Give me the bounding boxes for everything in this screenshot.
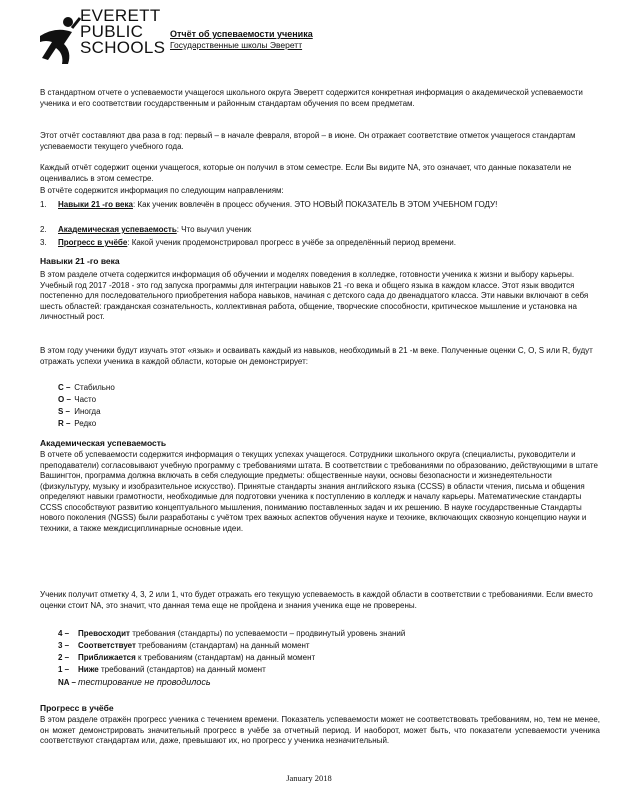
list-item: 2. Академическая успеваемость: Что выучил ученик [40, 225, 252, 234]
logo-line-2: PUBLIC [80, 22, 144, 41]
progress-paragraph: В этом разделе отражён прогресс ученика с течением времени. Показатель успеваемости может не соответствовать требованиям, но, тем не менее, он может демонстрировать значительный прогресс в учёбе за отчетный период. И наоборот, может быть, что показатели успеваемости ученика соответствуют стандартам или, даже, превышают их, но прогресс у ученика незначительный. [40, 715, 600, 745]
logo-line-3: SCHOOLS [80, 38, 166, 57]
progress-heading: Прогресс в учёбе [40, 703, 114, 713]
academic-heading: Академическая успеваемость [40, 438, 167, 448]
report-subtitle: Государственные школы Эверетт [170, 40, 303, 50]
skills-paragraph-1: В этом разделе отчета содержится информация об обучении и моделях поведения в колледже, готовности ученика к жизни и выбору карьеры. Учебный год 2017 -2018 - это год запуска программы для интеграции навыков 21 -го века и общего языка в каждом классе. Этот язык вводится постепенно для последовательного приобретения набора навыков, начиная с детского сада до двенадцатого класса. Эти навыки включают в себя шесть областей: гражданская сознательность, коллективная работа, общение, творческие способности, критическое мышление и установка на личностный рост. [40, 270, 589, 321]
academic-paragraph-1: В отчете об успеваемости содержится информация о текущих успехах учащегося. Сотрудники школьного округа (специалисты, руководители и преподаватели) согласовывают учебную программу с требованиями штата. В соответствии с требованиями по образованию, действующими в штате Вашингтон, программа должна включать в себя следующие предметы: общественные науки, основы безопасности и жизнедеятельности (физкультуру, музыку и изобразительное искусство). Принятые стандарты знания английского языка (CCSS) в области чтения, письма и общения определяют навыки грамотности, необходимые для подготовки ученика к поступлению в колледж и началу карьеры. Математические стандарты CCSS способствуют развитию концептуального мышления, пониманию поставленных задач и их решению. В науке государственные Стандарты нового поколения (NGSS) были разработаны с учётом трех важных аспектов обучения науке и технике, включающих сквозную концепцию науки и техники, а также междисциплинарные основные идеи. [40, 450, 598, 533]
level-key: 1 – Ниже требований (стандартов) на данный момент [58, 665, 266, 674]
list-item-label: Навыки 21 -го века [58, 200, 133, 209]
skills-heading: Навыки 21 -го века [40, 256, 120, 266]
list-item-label: Академическая успеваемость [58, 225, 177, 234]
district-logo [38, 8, 168, 74]
level-key: 4 – Превосходит требования (стандарты) по успеваемости – продвинутый уровень знаний [58, 629, 406, 638]
level-key-na: NA – тестирование не проводилось [58, 677, 211, 687]
skills-paragraph-2: В этом году ученики будут изучать этот «язык» и осваивать каждый из навыков, необходимый в 21 -м веке. Полученные оценки C, O, S или R, будут отражать успехи ученика в каждой области, которые он демонстрирует: [40, 346, 593, 366]
intro-paragraph-1: В стандартном отчете о успеваемости учащегося школьного округа Эверетт содержится конкретная информация о академической успеваемости ученика и его соответствии государственным и районным стандартам обучения по всем предметам. [40, 88, 583, 108]
logo-line-1: EVERETT [80, 6, 161, 25]
grade-key: C – Стабильно [58, 383, 115, 392]
list-item: 3. Прогресс в учёбе: Какой ученик продемонстрировал прогресс в учёбе за определённый период времени. [40, 238, 456, 247]
list-item-label: Прогресс в учёбе [58, 238, 128, 247]
academic-paragraph-2: Ученик получит отметку 4, 3, 2 или 1, что будет отражать его текущую успеваемость в каждой области в соответствии с требованиями. Если вместо оценки стоит NA, это значит, что данная тема еще не пройдена и знания ученика еще не проверены. [40, 590, 593, 610]
grade-key: S – Иногда [58, 407, 101, 416]
intro-paragraph-2: Этот отчёт составляют два раза в год: первый – в начале февраля, второй – в июне. Он отражает соответствие отметок учащегося стандартам успеваемости текущего учебного года. [40, 131, 576, 151]
runner-icon [38, 14, 82, 74]
level-key: 3 – Соответствует требованиям (стандартам) на данный момент [58, 641, 310, 650]
list-item: 1. Навыки 21 -го века: Как ученик вовлечён в процесс обучения. ЭТО НОВЫЙ ПОКАЗАТЕЛЬ В ЭТОМ УЧЕБНОМ ГОДУ! [40, 200, 498, 209]
intro-paragraph-3: Каждый отчёт содержит оценки учащегося, которые он получил в этом семестре. Если Вы видите NA, это означает, что данные показатели не оценивались в этом семестре. [40, 163, 572, 183]
grade-key: R – Редко [58, 419, 97, 428]
level-key: 2 – Приближается к требованиям (стандартам) на данный момент [58, 653, 316, 662]
grade-key: O – Часто [58, 395, 97, 404]
report-title: Отчёт об успеваемости ученика [170, 29, 313, 39]
intro-paragraph-4: В отчёте содержится информация по следующим направлениям: [40, 186, 284, 195]
footer-date: January 2018 [286, 773, 332, 783]
